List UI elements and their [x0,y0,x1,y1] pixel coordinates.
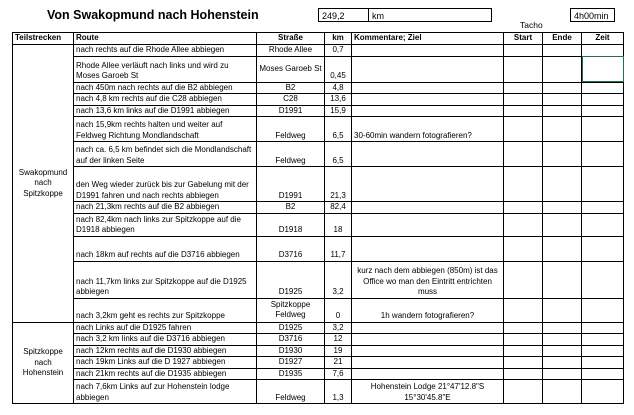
route-cell[interactable]: den Weg wieder zurück bis zur Gabelung mit der D1991 fahren und nach rechts abbiegen [74,167,257,202]
column-header[interactable]: Start [504,33,543,45]
km-cell[interactable]: 6,5 [325,142,352,167]
comment-cell[interactable]: Hohenstein Lodge 21°47'12.8"S 15°30'45.8"E [352,380,504,404]
end-cell[interactable] [543,105,582,117]
table-row [13,298,624,322]
column-header[interactable]: Zeit [582,33,624,45]
start-cell[interactable] [504,105,543,117]
road-cell[interactable]: D1918 [257,213,325,236]
end-cell[interactable] [543,334,582,346]
comment-cell[interactable]: 30-60min wandern fotografieren? [352,117,504,142]
km-cell[interactable]: 21 [325,357,352,369]
end-cell[interactable] [543,117,582,142]
table-row [13,261,624,298]
end-cell[interactable] [543,202,582,214]
road-cell[interactable]: D1991 [257,167,325,202]
table-row [13,368,624,380]
road-cell[interactable]: Feldweg [257,380,325,404]
km-cell[interactable]: 3,2 [325,322,352,334]
start-cell[interactable] [504,142,543,167]
start-cell[interactable] [504,167,543,202]
table-row [13,380,624,404]
end-cell[interactable] [543,82,582,94]
road-cell[interactable]: C28 [257,94,325,106]
km-cell[interactable]: 4,8 [325,82,352,94]
time-cell[interactable] [582,261,624,298]
route-cell[interactable]: nach 4,8 km rechts auf die C28 abbiegen [74,94,257,106]
route-cell[interactable]: nach 3,2km geht es rechts zur Spitzkoppe [74,298,257,322]
road-cell[interactable]: B2 [257,202,325,214]
road-cell[interactable]: D1925 [257,261,325,298]
comment-cell[interactable] [352,236,504,261]
table-row [13,82,624,94]
route-cell[interactable]: nach 19km Links auf die D 1927 abbiegen [74,357,257,369]
road-cell[interactable]: Feldweg [257,117,325,142]
route-cell[interactable]: nach 21,3km rechts auf die B2 abbiegen [74,202,257,214]
column-header[interactable]: km [325,33,352,45]
route-table [12,32,624,404]
start-cell[interactable] [504,334,543,346]
time-cell[interactable] [582,298,624,322]
total-distance-cell[interactable]: 249,2 [318,8,369,22]
distance-unit-cell[interactable]: km [368,8,492,22]
total-duration-cell[interactable]: 4h00min [570,8,615,22]
table-row [13,322,624,334]
start-cell[interactable] [504,82,543,94]
comment-cell[interactable] [352,45,504,57]
comment-cell[interactable] [352,368,504,380]
table-row [13,202,624,214]
comment-cell[interactable] [352,202,504,214]
road-cell[interactable]: D3716 [257,236,325,261]
end-cell[interactable] [543,380,582,404]
road-cell[interactable]: Rhode Allee [257,45,325,57]
comment-cell[interactable] [352,334,504,346]
time-cell[interactable] [582,105,624,117]
comment-cell[interactable] [352,82,504,94]
end-cell[interactable] [543,56,582,82]
route-cell[interactable]: nach Links auf die D1925 fahren [74,322,257,334]
km-cell[interactable]: 3,2 [325,261,352,298]
road-cell[interactable]: D1991 [257,105,325,117]
comment-cell[interactable]: 1h wandern fotografieren? [352,298,504,322]
column-header[interactable]: Teilstrecken [13,33,74,45]
table-row [13,213,624,236]
end-cell[interactable] [543,94,582,106]
comment-cell[interactable] [352,357,504,369]
time-cell[interactable] [582,345,624,357]
header-row [13,33,624,45]
end-cell[interactable] [543,142,582,167]
km-cell[interactable]: 15,9 [325,105,352,117]
start-cell[interactable] [504,213,543,236]
road-cell[interactable]: D1935 [257,368,325,380]
section-label[interactable]: Swakopmund nach Spitzkoppe [13,45,74,323]
time-cell[interactable] [582,334,624,346]
tacho-label: Tacho [520,20,543,30]
road-cell[interactable]: Feldweg [257,142,325,167]
comment-cell[interactable] [352,56,504,82]
start-cell[interactable] [504,45,543,57]
road-cell[interactable]: Spitzkoppe Feldweg [257,298,325,322]
comment-cell[interactable] [352,213,504,236]
comment-cell[interactable] [352,142,504,167]
comment-cell[interactable] [352,345,504,357]
comment-cell[interactable] [352,105,504,117]
route-cell[interactable]: nach 450m nach rechts auf die B2 abbiegen [74,82,257,94]
time-cell[interactable] [582,202,624,214]
start-cell[interactable] [504,117,543,142]
road-cell[interactable]: D1930 [257,345,325,357]
start-cell[interactable] [504,368,543,380]
time-cell[interactable] [582,82,624,94]
route-cell[interactable]: nach 15,9km rechts halten und weiter auf Feldweg Richtung Mondlandschaft [74,117,257,142]
km-cell[interactable]: 0 [325,298,352,322]
table-row [13,142,624,167]
km-cell[interactable]: 11,7 [325,236,352,261]
time-cell[interactable] [582,167,624,202]
time-cell[interactable] [582,380,624,404]
end-cell[interactable] [543,213,582,236]
time-cell[interactable] [582,213,624,236]
route-cell[interactable]: nach 12km rechts auf die D1930 abbiegen [74,345,257,357]
km-cell[interactable]: 7,6 [325,368,352,380]
table-row [13,56,624,82]
comment-cell[interactable]: kurz nach dem abbiegen (850m) ist das Office wo man den Eintritt entrichten muss [352,261,504,298]
km-cell[interactable]: 0,45 [325,56,352,82]
route-cell[interactable]: nach rechts auf die Rhode Allee abbiegen [74,45,257,57]
route-cell[interactable]: nach 18km auf rechts auf die D3716 abbiegen [74,236,257,261]
start-cell[interactable] [504,298,543,322]
route-cell[interactable]: nach 7,6km Links auf zur Hohenstein lodge abbiegen [74,380,257,404]
comment-cell[interactable] [352,167,504,202]
road-cell[interactable]: D1925 [257,322,325,334]
time-cell[interactable] [582,94,624,106]
km-cell[interactable]: 0,7 [325,45,352,57]
km-cell[interactable]: 19 [325,345,352,357]
column-header[interactable]: Route [74,33,257,45]
time-cell[interactable] [582,56,624,82]
road-cell[interactable]: D1927 [257,357,325,369]
end-cell[interactable] [543,167,582,202]
end-cell[interactable] [543,322,582,334]
route-cell[interactable]: nach 11,7km links zur Spitzkoppe auf die D1925 abbiegen [74,261,257,298]
start-cell[interactable] [504,322,543,334]
start-cell[interactable] [504,380,543,404]
comment-cell[interactable] [352,322,504,334]
route-cell[interactable]: Rhode Allee verläuft nach links und wird zu Moses Garoeb St [74,56,257,82]
table-row [13,94,624,106]
km-cell[interactable]: 21,3 [325,167,352,202]
road-cell[interactable]: B2 [257,82,325,94]
table-row [13,167,624,202]
start-cell[interactable] [504,56,543,82]
end-cell[interactable] [543,368,582,380]
end-cell[interactable] [543,236,582,261]
table-row [13,357,624,369]
start-cell[interactable] [504,345,543,357]
column-header[interactable]: Straße [257,33,325,45]
time-cell[interactable] [582,236,624,261]
route-cell[interactable]: nach ca. 6,5 km befindet sich die Mondlandschaft auf der linken Seite [74,142,257,167]
route-cell[interactable]: nach 3,2 km links auf die D3716 abbiegen [74,334,257,346]
km-cell[interactable]: 18 [325,213,352,236]
start-cell[interactable] [504,261,543,298]
start-cell[interactable] [504,357,543,369]
section-label[interactable]: Spitzkoppe nach Hohenstein [13,322,74,404]
column-header[interactable]: Ende [543,33,582,45]
comment-cell[interactable] [352,94,504,106]
table-row [13,45,624,57]
route-cell[interactable]: nach 21km rechts auf die D1935 abbiegen [74,368,257,380]
start-cell[interactable] [504,236,543,261]
time-cell[interactable] [582,142,624,167]
end-cell[interactable] [543,357,582,369]
route-cell[interactable]: nach 13,6 km links auf die D1991 abbiegen [74,105,257,117]
table-row [13,334,624,346]
time-cell[interactable] [582,322,624,334]
column-header[interactable]: Kommentare; Ziel [352,33,504,45]
time-cell[interactable] [582,117,624,142]
time-cell[interactable] [582,357,624,369]
end-cell[interactable] [543,45,582,57]
end-cell[interactable] [543,261,582,298]
km-cell[interactable]: 1,3 [325,380,352,404]
end-cell[interactable] [543,345,582,357]
start-cell[interactable] [504,202,543,214]
table-row [13,117,624,142]
time-cell[interactable] [582,45,624,57]
road-cell[interactable]: D3716 [257,334,325,346]
table-row [13,236,624,261]
table-row [13,105,624,117]
route-cell[interactable]: nach 82,4km nach links zur Spitzkoppe auf die D1918 abbiegen [74,213,257,236]
table-row [13,345,624,357]
page-title: Von Swakopmund nach Hohenstein [47,8,259,22]
km-cell[interactable]: 82,4 [325,202,352,214]
km-cell[interactable]: 12 [325,334,352,346]
km-cell[interactable]: 6,5 [325,117,352,142]
start-cell[interactable] [504,94,543,106]
km-cell[interactable]: 13,6 [325,94,352,106]
end-cell[interactable] [543,298,582,322]
road-cell[interactable]: Moses Garoeb St [257,56,325,82]
time-cell[interactable] [582,368,624,380]
